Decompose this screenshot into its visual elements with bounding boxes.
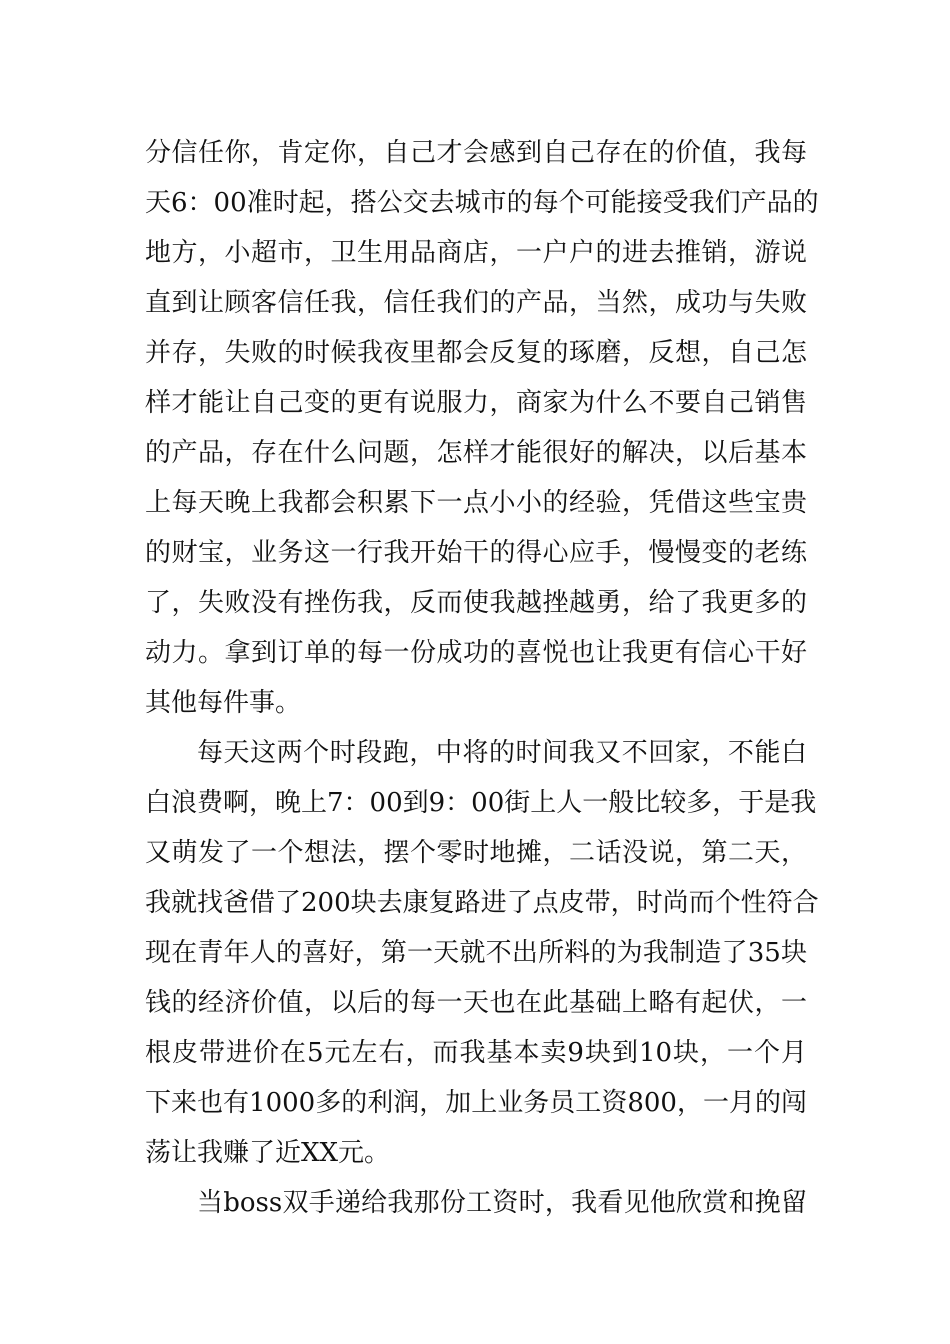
text-line: 上每天晚上我都会积累下一点小小的经验，凭借这些宝贵 — [145, 488, 807, 518]
paragraph-end-line: 荡让我赚了近XX元。 — [145, 1138, 391, 1168]
text-line: 根皮带进价在5元左右，而我基本卖9块到10块，一个月 — [145, 1038, 807, 1068]
text-line: 我就找爸借了200块去康复路进了点皮带，时尚而个性符合 — [145, 888, 819, 918]
text-line: 直到让顾客信任我，信任我们的产品，当然，成功与失败 — [145, 288, 807, 318]
paragraph-start-line: 每天这两个时段跑，中将的时间我又不回家，不能白 — [197, 738, 807, 768]
text-line: 白浪费啊，晚上7：00到9：00街上人一般比较多，于是我 — [145, 788, 817, 818]
text-line: 的财宝，业务这一行我开始干的得心应手，慢慢变的老练 — [145, 538, 807, 568]
text-line: 并存，失败的时候我夜里都会反复的琢磨，反想，自己怎 — [145, 338, 807, 368]
text-line: 又萌发了一个想法，摆个零时地摊，二话没说，第二天， — [145, 838, 807, 868]
body-text — [145, 128, 819, 1228]
text-line: 天6：00准时起，搭公交去城市的每个可能接受我们产品的 — [145, 188, 819, 218]
paragraph-start-line: 当boss双手递给我那份工资时，我看见他欣赏和挽留 — [197, 1188, 807, 1218]
text-line: 了，失败没有挫伤我，反而使我越挫越勇，给了我更多的 — [145, 588, 807, 618]
text-line: 样才能让自己变的更有说服力，商家为什么不要自己销售 — [145, 388, 807, 418]
text-line: 的产品，存在什么问题，怎样才能很好的解决，以后基本 — [145, 438, 807, 468]
text-line: 地方，小超市，卫生用品商店，一户户的进去推销，游说 — [145, 238, 807, 268]
text-line: 现在青年人的喜好，第一天就不出所料的为我制造了35块 — [145, 938, 807, 968]
text-line: 下来也有1000多的利润，加上业务员工资800，一月的闯 — [145, 1088, 807, 1118]
paragraph-end-line: 其他每件事。 — [145, 688, 302, 718]
text-line: 动力。拿到订单的每一份成功的喜悦也让我更有信心干好 — [145, 638, 807, 668]
text-line: 分信任你，肯定你，自己才会感到自己存在的价值，我每 — [145, 138, 807, 168]
text-line: 钱的经济价值，以后的每一天也在此基础上略有起伏，一 — [145, 988, 807, 1018]
